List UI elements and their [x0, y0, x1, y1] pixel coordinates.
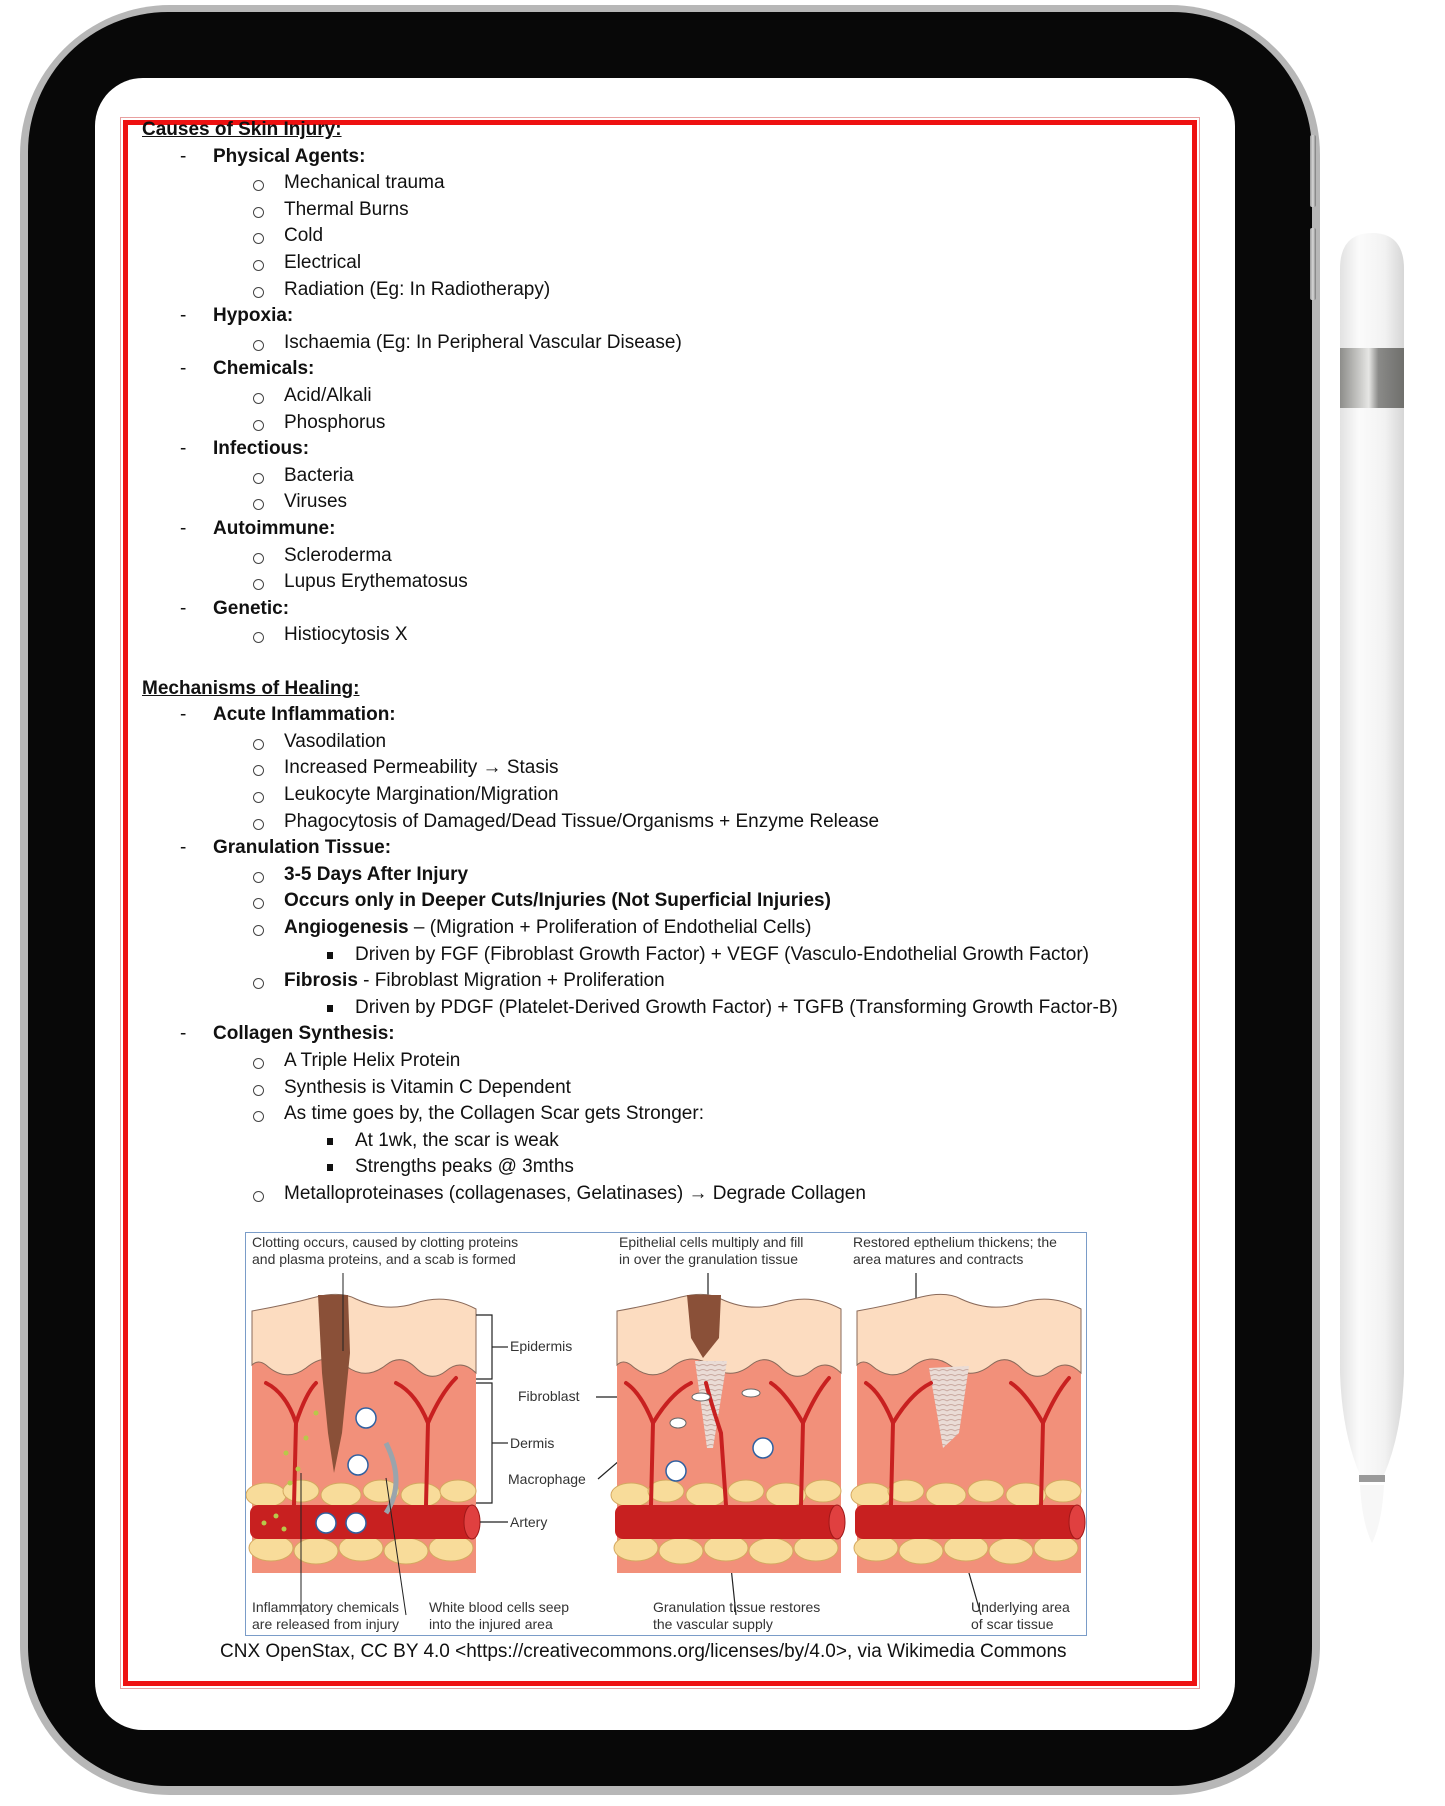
circle-bullet-icon: [253, 287, 264, 298]
item-text: Metalloproteinases (collagenases, Gelatinases) → Degrade Collagen: [284, 1183, 866, 1204]
circle-bullet-icon: [253, 473, 264, 484]
caption-top-1: Clotting occurs, caused by clotting proteins and plasma proteins, and a scab is formed: [252, 1234, 519, 1267]
circle-bullet-icon: [253, 739, 264, 750]
dash-bullet-icon: -: [180, 1023, 187, 1045]
volume-down-button: [1310, 228, 1316, 300]
list-item: [284, 544, 392, 568]
list-item: [284, 730, 386, 754]
group-title: Acute Inflammation:: [213, 704, 396, 726]
sub-list-item: Strengths peaks @ 3mths: [355, 1156, 574, 1178]
item-text: Cold: [284, 225, 324, 247]
item-bold-text: Occurs only in Deeper Cuts/Injuries (Not Superficial Injuries): [284, 890, 831, 912]
item-text: Lupus Erythematosus: [284, 571, 468, 593]
sub-list-item: At 1wk, the scar is weak: [355, 1129, 559, 1151]
circle-bullet-icon: [253, 393, 264, 404]
label-dermis: Dermis: [510, 1435, 555, 1451]
wound-healing-illustration: [246, 1233, 1086, 1635]
item-bold-text: 3-5 Days After Injury: [284, 863, 469, 885]
stylus-pencil: [1340, 233, 1404, 1543]
list-item: [284, 278, 550, 302]
caption-bottom-4: Underlying area of scar tissue: [971, 1599, 1070, 1632]
group-title: Collagen Synthesis:: [213, 1023, 395, 1045]
group-title: Infectious:: [213, 438, 310, 460]
list-item: [284, 1182, 866, 1206]
dash-bullet-icon: -: [180, 438, 187, 460]
panel-3: [851, 1294, 1085, 1573]
circle-bullet-icon: [253, 872, 264, 883]
circle-bullet-icon: [253, 632, 264, 643]
circle-bullet-icon: [253, 579, 264, 590]
dash-bullet-icon: -: [180, 305, 187, 327]
label-fibroblast: Fibroblast: [518, 1388, 580, 1404]
item-text: Scleroderma: [284, 544, 392, 566]
dash-bullet-icon: -: [180, 837, 187, 859]
circle-bullet-icon: [253, 765, 264, 776]
list-item: [284, 464, 354, 488]
item-text: Increased Permeability → Stasis: [284, 757, 559, 779]
label-epidermis: Epidermis: [510, 1338, 573, 1354]
list-item: [284, 810, 879, 834]
circle-bullet-icon: [253, 1058, 264, 1069]
circle-bullet-icon: [253, 819, 264, 830]
list-item: [284, 1102, 704, 1126]
item-text: Phosphorus: [284, 411, 386, 433]
list-item: [284, 1049, 460, 1073]
item-text: As time goes by, the Collagen Scar gets Stronger:: [284, 1103, 704, 1125]
wound-healing-figure: [245, 1232, 1087, 1636]
item-text: - Fibroblast Migration + Proliferation: [357, 970, 665, 992]
list-item: [284, 783, 559, 807]
circle-bullet-icon: [253, 233, 264, 244]
dash-bullet-icon: -: [180, 597, 187, 619]
square-bullet-icon: [327, 1138, 333, 1145]
list-item: [284, 331, 682, 355]
list-item: [284, 756, 559, 780]
list-item: [284, 198, 409, 222]
list-item: [284, 384, 372, 408]
list-item: [284, 1076, 571, 1100]
sub-list-item: Driven by FGF (Fibroblast Growth Factor) + VEGF (Vasculo-Endothelial Growth Factor): [355, 943, 1090, 965]
circle-bullet-icon: [253, 898, 264, 909]
list-item: [284, 889, 831, 913]
square-bullet-icon: [327, 1005, 333, 1012]
group-title: Genetic:: [213, 597, 290, 619]
list-item: [284, 969, 665, 993]
list-item: [284, 171, 445, 195]
caption-top-3: Restored epthelium thickens; the area matures and contracts: [853, 1234, 1057, 1267]
circle-bullet-icon: [253, 207, 264, 218]
item-text: Histiocytosis X: [284, 624, 408, 646]
list-item: [284, 411, 385, 435]
circle-bullet-icon: [253, 1085, 264, 1096]
item-text: A Triple Helix Protein: [284, 1050, 461, 1071]
caption-bottom-2: White blood cells seep into the injured area: [429, 1599, 570, 1632]
circle-bullet-icon: [253, 1191, 264, 1202]
item-text: Thermal Burns: [284, 198, 409, 220]
item-text: Electrical: [284, 252, 362, 273]
volume-up-button: [1310, 135, 1316, 207]
item-bold-text: Fibrosis: [284, 970, 358, 992]
item-text: Viruses: [284, 491, 348, 513]
group-title: Physical Agents:: [213, 145, 366, 167]
dash-bullet-icon: -: [180, 518, 187, 539]
item-bold-text: Angiogenesis: [284, 917, 409, 938]
square-bullet-icon: [327, 1164, 333, 1171]
circle-bullet-icon: [253, 260, 264, 271]
circle-bullet-icon: [253, 499, 264, 510]
list-item: [284, 916, 811, 940]
panel-1: [246, 1273, 480, 1615]
item-text: Bacteria: [284, 464, 354, 486]
circle-bullet-icon: [253, 340, 264, 351]
circle-bullet-icon: [253, 553, 264, 564]
item-text: Vasodilation: [284, 730, 387, 752]
item-text: Synthesis is Vitamin C Dependent: [284, 1076, 571, 1098]
group-title: Hypoxia:: [213, 305, 294, 327]
list-item: [284, 623, 408, 647]
group-title: Chemicals:: [213, 358, 315, 380]
circle-bullet-icon: [253, 792, 264, 803]
image-credit: CNX OpenStax, CC BY 4.0 <https://creativecommons.org/licenses/by/4.0>, via Wikimedia Commons: [220, 1641, 1067, 1662]
caption-top-2: Epithelial cells multiply and fill in over the granulation tissue: [619, 1234, 804, 1267]
section-heading: Mechanisms of Healing:: [142, 677, 360, 699]
dash-bullet-icon: -: [180, 145, 187, 167]
circle-bullet-icon: [253, 420, 264, 431]
list-item: [284, 490, 347, 514]
item-text: Acid/Alkali: [284, 385, 372, 406]
dash-bullet-icon: -: [180, 358, 187, 380]
item-text: – (Migration + Proliferation of Endothelial Cells): [408, 917, 812, 938]
list-item: [284, 570, 468, 594]
circle-bullet-icon: [253, 978, 264, 989]
group-title: Granulation Tissue:: [213, 837, 392, 859]
list-item: [284, 863, 468, 887]
item-text: Radiation (Eg: In Radiotherapy): [284, 278, 551, 300]
dash-bullet-icon: -: [180, 704, 187, 726]
label-macrophage: Macrophage: [508, 1471, 586, 1487]
circle-bullet-icon: [253, 925, 264, 936]
item-text: Leukocyte Margination/Migration: [284, 784, 559, 805]
item-text: Ischaemia (Eg: In Peripheral Vascular Disease): [284, 331, 682, 353]
sub-list-item: Driven by PDGF (Platelet-Derived Growth Factor) + TGFB (Transforming Growth Factor-B): [355, 996, 1118, 1018]
label-artery: Artery: [510, 1514, 548, 1530]
circle-bullet-icon: [253, 180, 264, 191]
list-item: [284, 251, 361, 275]
caption-bottom-3: Granulation tissue restores the vascular supply: [653, 1599, 821, 1632]
square-bullet-icon: [327, 952, 333, 959]
item-text: Phagocytosis of Damaged/Dead Tissue/Organisms + Enzyme Release: [284, 810, 880, 832]
group-title: Autoimmune:: [213, 518, 336, 539]
list-item: [284, 224, 323, 248]
tablet-screen: [95, 78, 1235, 1730]
item-text: Mechanical trauma: [284, 172, 445, 194]
circle-bullet-icon: [253, 1111, 264, 1122]
caption-bottom-1: Inflammatory chemicals are released from injury: [252, 1599, 400, 1632]
panel-2: [611, 1294, 845, 1573]
section-heading: Causes of Skin Injury:: [142, 119, 342, 140]
